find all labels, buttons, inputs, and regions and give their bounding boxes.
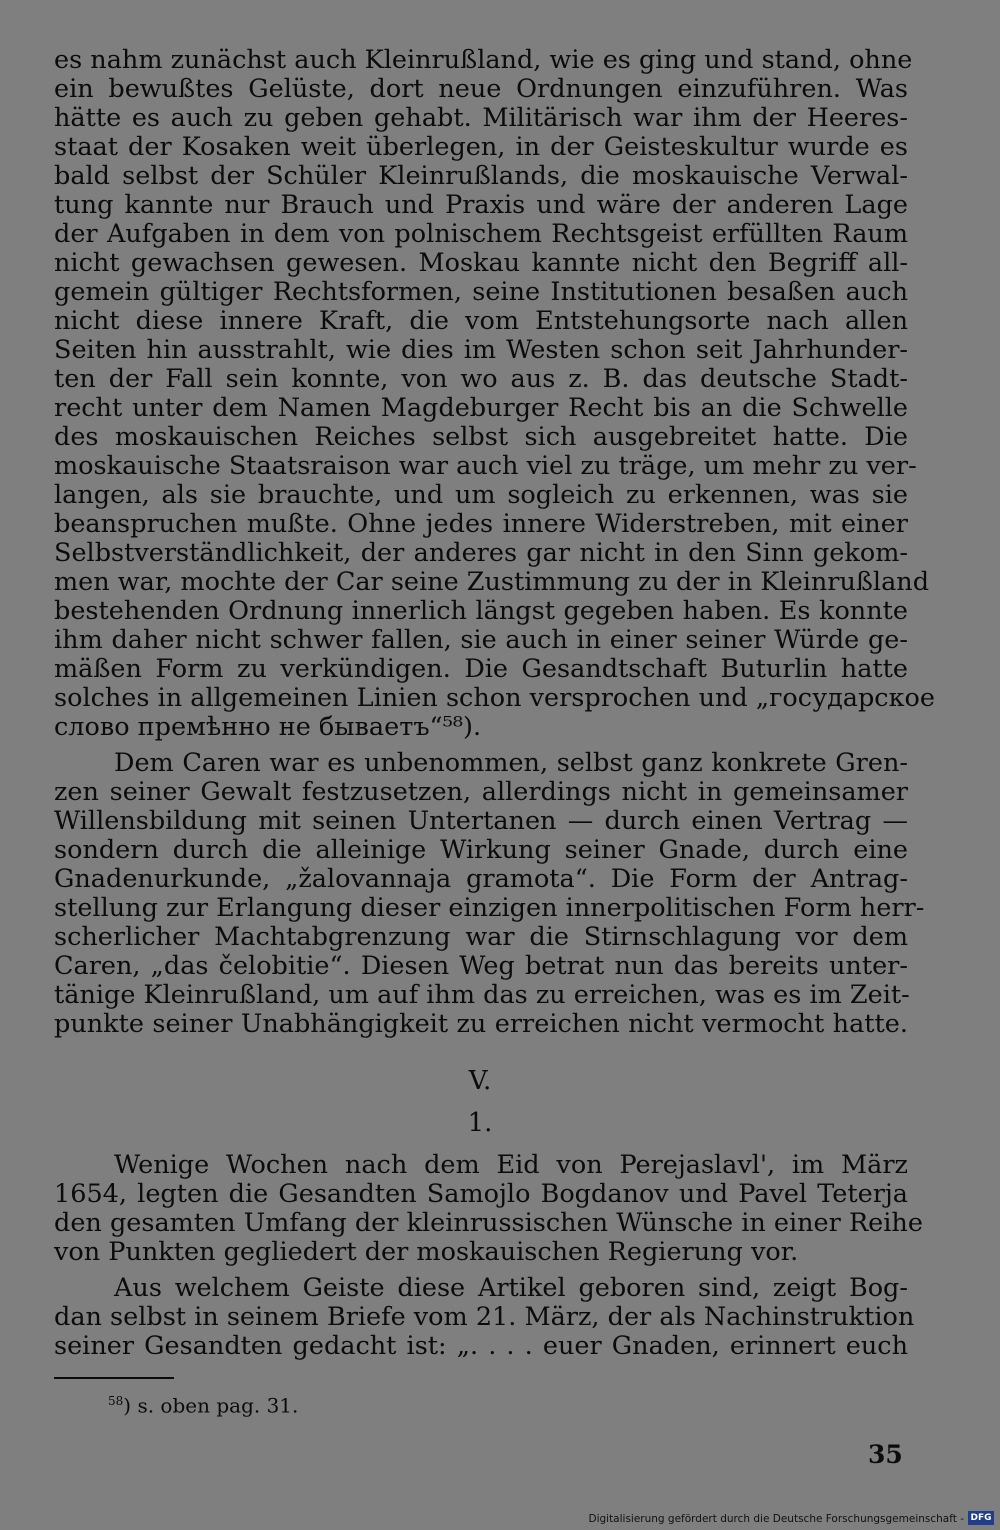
text-line: mäßen Form zu verkündigen. Die Gesandtschaft Buturlin hatte — [54, 654, 908, 684]
text-line: stellung zur Erlangung dieser einzigen innerpolitischen Form herr- — [54, 893, 925, 923]
text-line: beanspruchen mußte. Ohne jedes innere Widerstreben, mit einer — [54, 509, 908, 539]
funding-credit: Digitalisierung gefördert durch die Deutsche Forschungsgemeinschaft - — [588, 1513, 964, 1525]
text-line: 1654, legten die Gesandten Samojlo Bogdanov und Pavel Teterja — [54, 1179, 908, 1209]
text-line: moskauische Staatsraison war auch viel zu träge, um mehr zu ver- — [54, 451, 917, 481]
section-heading: V. — [468, 1066, 492, 1096]
text-line: ten der Fall sein konnte, von wo aus z. B. das deutsche Stadt- — [54, 364, 908, 394]
text-line: recht unter dem Namen Magdeburger Recht bis an die Schwelle — [54, 393, 908, 423]
text-line: bestehenden Ordnung innerlich längst gegeben haben. Es konnte — [54, 596, 908, 626]
text-line: sondern durch die alleinige Wirkung seiner Gnade, durch eine — [54, 835, 908, 865]
text-line: zen seiner Gewalt festzusetzen, allerdings nicht in gemeinsamer — [54, 777, 908, 807]
footnote-marker: 58 — [108, 1394, 124, 1408]
page-number: 35 — [868, 1440, 903, 1469]
text-line: Caren, „das čelobitie“. Diesen Weg betrat nun das bereits unter- — [54, 951, 908, 981]
text-line: tänige Kleinrußland, um auf ihm das zu erreichen, was es im Zeit- — [54, 980, 910, 1010]
text-line: des moskauischen Reiches selbst sich ausgebreitet hatte. Die — [54, 422, 908, 452]
dfg-logo: DFG — [968, 1511, 994, 1525]
text-line: hätte es auch zu geben gehabt. Militärisch war ihm der Heeres- — [54, 103, 908, 133]
text-line: es nahm zunächst auch Kleinrußland, wie es ging und stand, ohne — [54, 45, 913, 75]
text-line: Gnadenurkunde, „žalovannaja gramota“. Die Form der Antrag- — [54, 864, 908, 894]
text-line: staat der Kosaken weit überlegen, in der Geisteskultur wurde es — [54, 132, 908, 162]
footnote — [108, 1388, 298, 1419]
text-line: nicht diese innere Kraft, die vom Entstehungsorte nach allen — [54, 306, 908, 336]
text-line: Wenige Wochen nach dem Eid von Perejaslavl', im März — [114, 1150, 908, 1180]
text-line: Dem Caren war es unbenommen, selbst ganz konkrete Gren- — [114, 748, 908, 778]
footnote-text: ) s. oben pag. 31. — [123, 1393, 299, 1418]
text-line: bald selbst der Schüler Kleinrußlands, die moskauische Verwal- — [54, 161, 908, 191]
text-line: den gesamten Umfang der kleinrussischen Wünsche in einer Reihe — [54, 1208, 923, 1238]
text-line: Willensbildung mit seinen Untertanen — durch einen Vertrag — — [54, 806, 908, 836]
text-line: punkte seiner Unabhängigkeit zu erreichen nicht vermocht hatte. — [54, 1009, 908, 1039]
text-line: solches in allgemeinen Linien schon versprochen und „государское — [54, 683, 935, 713]
text-line: nicht gewachsen gewesen. Moskau kannte nicht den Begriff all- — [54, 248, 908, 278]
text-line: gemein gültiger Rechtsformen, seine Institutionen besaßen auch — [54, 277, 908, 307]
text-line: scherlicher Machtabgrenzung war die Stirnschlagung vor dem — [54, 922, 908, 952]
text-line: men war, mochte der Car seine Zustimmung zu der in Kleinrußland — [54, 567, 930, 597]
text-line: Selbstverständlichkeit, der anderes gar nicht in den Sinn gekom- — [54, 538, 908, 568]
text-line: слово премѣнно не бываетъ“⁵⁸). — [54, 712, 482, 742]
text-line: ihm daher nicht schwer fallen, sie auch in einer seiner Würde ge- — [54, 625, 908, 655]
subsection-heading: 1. — [467, 1108, 493, 1138]
text-line: tung kannte nur Brauch und Praxis und wäre der anderen Lage — [54, 190, 908, 220]
text-line: ein bewußtes Gelüste, dort neue Ordnungen einzuführen. Was — [54, 74, 908, 104]
footnote-divider — [54, 1377, 174, 1379]
text-line: seiner Gesandten gedacht ist: „. . . . euer Gnaden, erinnert euch — [54, 1331, 908, 1361]
text-line: der Aufgaben in dem von polnischem Rechtsgeist erfüllten Raum — [54, 219, 908, 249]
text-line: dan selbst in seinem Briefe vom 21. März, der als Nachinstruktion — [54, 1302, 915, 1332]
text-line: von Punkten gegliedert der moskauischen Regierung vor. — [54, 1237, 799, 1267]
text-line: Aus welchem Geiste diese Artikel geboren sind, zeigt Bog- — [114, 1273, 908, 1303]
text-line: langen, als sie brauchte, und um sogleich zu erkennen, was sie — [54, 480, 908, 510]
text-line: Seiten hin ausstrahlt, wie dies im Westen schon seit Jahrhunder- — [54, 335, 908, 365]
